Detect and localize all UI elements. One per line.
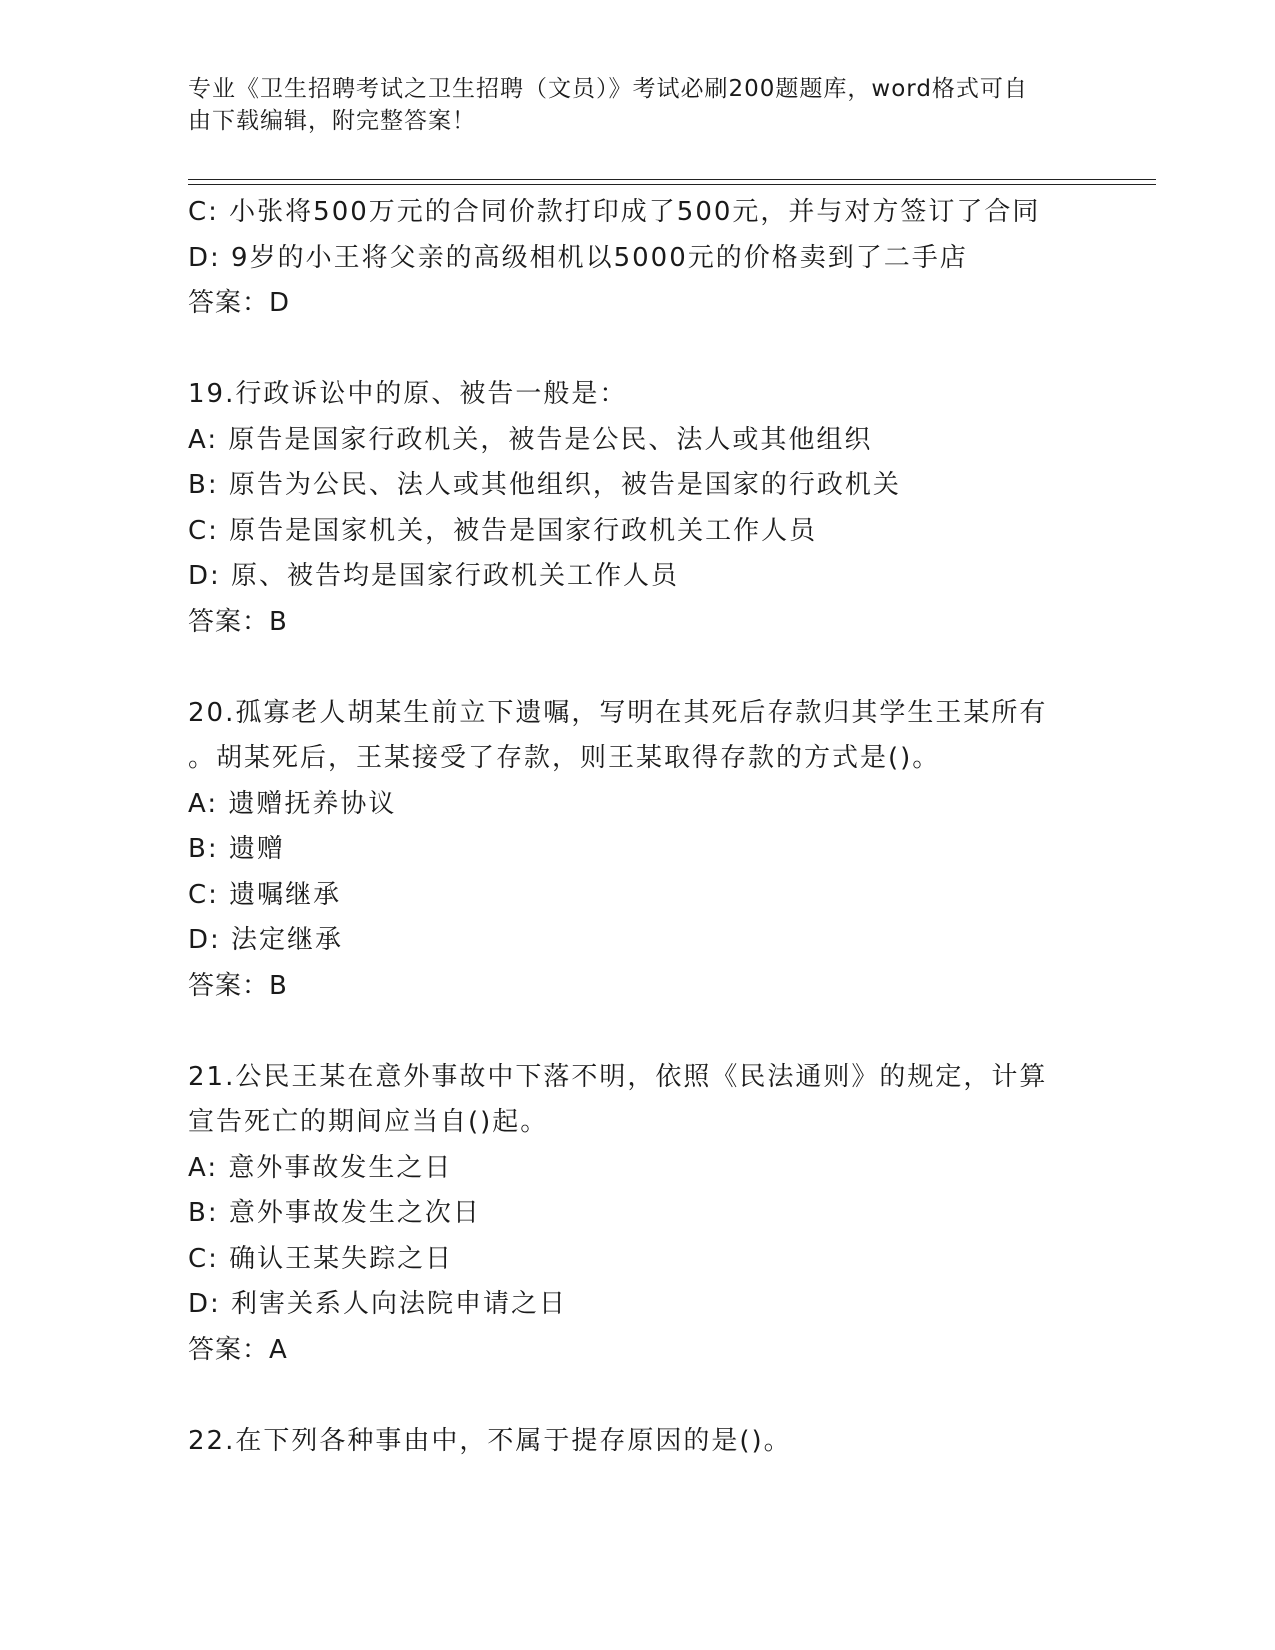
question-22 <box>188 1419 1088 1465</box>
question-18-tail <box>188 190 1088 327</box>
document-header <box>188 73 1068 137</box>
question-stem-line-2: 。胡某死后，王某接受了存款，则王某取得存款的方式是()。 <box>188 743 941 773</box>
option-c: C: 小张将500万元的合同价款打印成了500元，并与对方签订了合同 <box>188 197 1041 227</box>
question-21 <box>188 1055 1088 1374</box>
option-c: C: 确认王某失踪之日 <box>188 1243 454 1274</box>
option-c: C: 遗嘱继承 <box>188 879 342 910</box>
option-a: A: 意外事故发生之日 <box>188 1152 453 1183</box>
header-rule-bottom <box>188 184 1156 185</box>
option-b: B: 遗赠 <box>188 834 285 864</box>
answer: 答案：D <box>188 288 291 318</box>
answer: 答案：A <box>188 1334 288 1365</box>
spacer <box>188 1009 1088 1055</box>
question-stem: 19.行政诉讼中的原、被告一般是： <box>188 379 628 409</box>
question-20 <box>188 691 1088 1010</box>
option-d: D: 原、被告均是国家行政机关工作人员 <box>188 561 680 591</box>
option-c: C: 原告是国家机关，被告是国家行政机关工作人员 <box>188 515 818 546</box>
option-a: A: 遗赠抚养协议 <box>188 788 397 819</box>
header-rule-top <box>188 179 1156 180</box>
spacer <box>188 327 1088 373</box>
question-list <box>188 190 1088 1464</box>
question-stem-line-1: 21.公民王某在意外事故中下落不明，依照《民法通则》的规定，计算 <box>188 1061 1048 1092</box>
question-19 <box>188 372 1088 645</box>
question-stem: 22.在下列各种事由中，不属于提存原因的是()。 <box>188 1425 792 1456</box>
question-stem-line-2: 宣告死亡的期间应当自()起。 <box>188 1107 549 1137</box>
answer: 答案：B <box>188 970 288 1001</box>
question-stem-line-1: 20.孤寡老人胡某生前立下遗嘱，写明在其死后存款归其学生王某所有 <box>188 697 1048 728</box>
header-line-2: 由下载编辑，附完整答案！ <box>188 108 476 134</box>
option-b: B: 原告为公民、法人或其他组织，被告是国家的行政机关 <box>188 470 901 500</box>
option-d: D: 9岁的小王将父亲的高级相机以5000元的价格卖到了二手店 <box>188 242 968 273</box>
option-d: D: 法定继承 <box>188 925 344 955</box>
answer: 答案：B <box>188 606 288 637</box>
option-d: D: 利害关系人向法院申请之日 <box>188 1289 568 1319</box>
spacer <box>188 645 1088 691</box>
header-line-1: 专业《卫生招聘考试之卫生招聘（文员）》考试必刷200题题库，word格式可自 <box>188 76 1028 102</box>
spacer <box>188 1373 1088 1419</box>
option-a: A: 原告是国家行政机关，被告是公民、法人或其他组织 <box>188 424 873 455</box>
option-b: B: 意外事故发生之次日 <box>188 1198 481 1228</box>
